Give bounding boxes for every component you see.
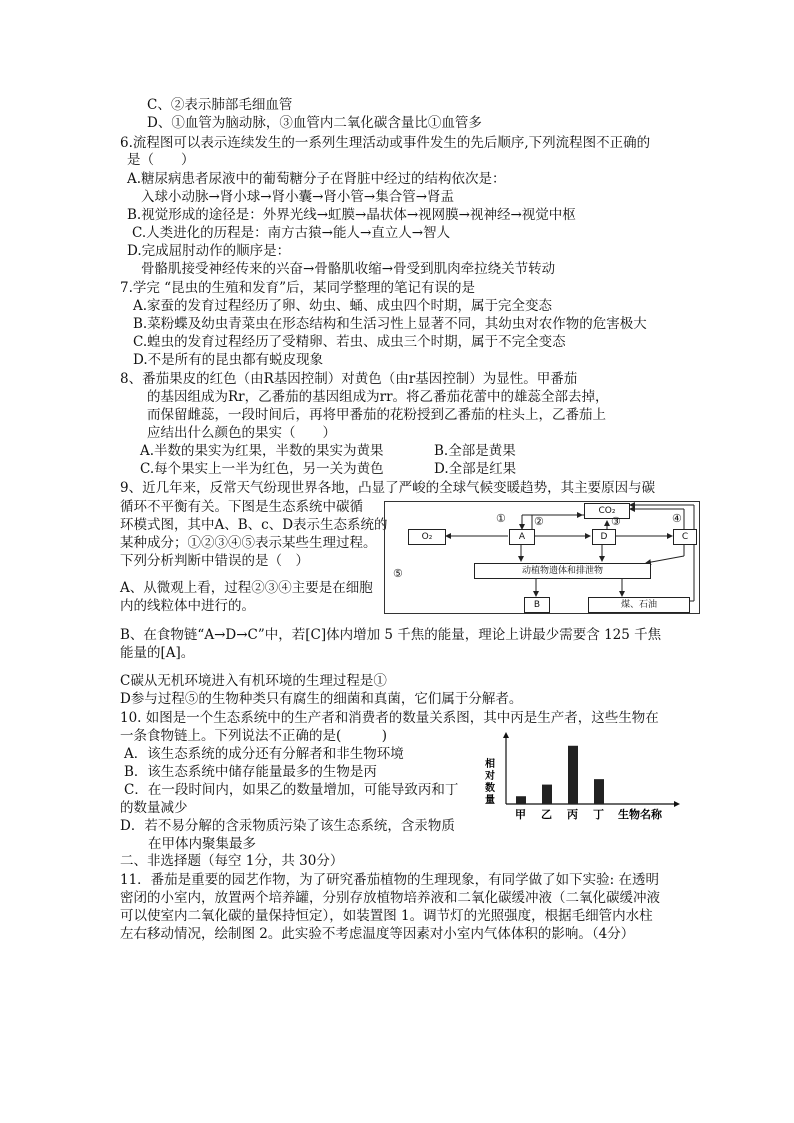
- o2-box: O₂: [408, 529, 446, 545]
- x-axis-arrow: [674, 801, 680, 807]
- question-9-option-d: D参与过程⑤的生物种类只有腐生的细菌和真菌，它们属于分解者。: [120, 691, 523, 707]
- question-8-stem-2: 的基因组成为Rr，乙番茄的基因组成为rr。将乙番茄花蕾中的雄蕊全部去掉，: [147, 389, 609, 405]
- question-6-stem: 6.流程图可以表示连续发生的一系列生理活动或事件发生的先后顺序,下列流程图不正确的: [120, 135, 651, 151]
- x-axis-label: 生物名称: [618, 808, 662, 821]
- option-d-line: D、①血管为脑动脉，③血管内二氧化碳含量比①血管多: [147, 115, 482, 131]
- question-6-stem-cont: 是（ ）: [127, 152, 195, 168]
- question-11-stem-2: 密闭的小室内，放置两个培养罐，分别存放植物培养液和二氧化碳缓冲液（二氧化碳缓冲液: [120, 890, 660, 906]
- co2-box: CO₂: [584, 503, 630, 519]
- question-9-option-b: B、在食物链“A→D→C”中，若[C]体内增加 5 千焦的能量，理论上讲最少需要含 125 千焦: [120, 627, 662, 643]
- bar-chart-svg: [478, 732, 684, 824]
- process-5-label: ⑤: [393, 567, 403, 580]
- question-11-stem-3: 可以使室内二氧化碳的量保持恒定），如装置图 1。调节灯的光照强度，根据毛细管内水柱: [120, 908, 653, 924]
- question-6-option-d-flow: 骨骼肌接受神经传来的兴奋→骨骼肌收缩→骨受到肌肉牵拉绕关节转动: [141, 261, 556, 277]
- question-10-option-b: B．该生态系统中储存能量最多的生物是丙: [124, 764, 377, 780]
- option-c-line: C、②表示肺部毛细血管: [147, 97, 293, 113]
- a-box: A: [509, 529, 535, 545]
- category-label-甲: 甲: [515, 808, 526, 821]
- question-10-option-c-cont: 的数量减少: [120, 800, 188, 816]
- question-8-stem: 8、番茄果皮的红色（由R基因控制）对黄色（由r基因控制）为显性。甲番茄: [120, 371, 578, 387]
- question-6-option-a: A.糖尿病患者尿液中的葡萄糖分子在肾脏中经过的结构依次是：: [127, 171, 506, 187]
- remains-box: 动植物遗体和排泄物: [474, 563, 651, 579]
- question-11-stem: 11．番茄是重要的园艺作物，为了研究番茄植物的生理现象，有同学做了如下实验: 在透明: [120, 872, 660, 888]
- question-10-option-d-cont: 在甲体内聚集最多: [148, 836, 256, 852]
- question-8-option-a: A.半数的果实为红果，半数的果实为黄果: [140, 443, 384, 459]
- question-9-option-a: A、从微观上看，过程②③④主要是在细胞: [120, 580, 373, 596]
- y-axis-arrow: [503, 732, 509, 738]
- question-8-stem-4: 应结出什么颜色的果实（ ）: [147, 425, 336, 441]
- question-6-option-d: D.完成屈肘动作的顺序是：: [127, 243, 291, 259]
- question-10-option-c: C．在一段时间内，如果乙的数量增加，可能导致丙和丁: [124, 782, 459, 798]
- d-box: D: [592, 529, 616, 545]
- question-8-option-d: D.全部是红果: [434, 461, 517, 477]
- question-6-option-a-flow: 入球小动脉→肾小球→肾小囊→肾小管→集合管→肾盂: [141, 189, 455, 205]
- category-label-丁: 丁: [593, 808, 604, 821]
- question-10-stem: 10. 如图是一个生态系统中的生产者和消费者的数量关系图，其中丙是生产者，这些生物在: [120, 710, 659, 726]
- bar-丙: [568, 746, 578, 804]
- question-7-option-d: D.不是所有的昆虫都有蜕皮现象: [133, 352, 324, 368]
- process-3-label: ③: [611, 515, 621, 528]
- question-9-option-c: C碳从无机环境进入有机环境的生理过程是①: [120, 673, 387, 689]
- process-2-label: ②: [534, 515, 544, 528]
- question-11-stem-4: 左右移动情况，绘制图 2。此实验不考虑温度等因素对小室内气体体积的影响。（4分）: [120, 926, 635, 942]
- carbon-cycle-diagram: [384, 501, 700, 614]
- question-6-option-c: C.人类进化的历程是：南方古猿→能人→直立人→智人: [132, 225, 451, 241]
- category-label-乙: 乙: [541, 808, 552, 821]
- question-8-option-b: B.全部是黄果: [434, 443, 516, 459]
- question-7-option-a: A.家蚕的发育过程经历了卵、幼虫、蛹、成虫四个时期，属于完全变态: [133, 298, 553, 314]
- fossil-box: 煤、石油: [588, 597, 690, 613]
- b-box: B: [524, 597, 550, 613]
- question-10-option-d: D．若不易分解的含汞物质污染了该生态系统，含汞物质: [120, 818, 455, 834]
- question-10-option-a: A．该生态系统的成分还有分解者和非生物环境: [124, 746, 404, 762]
- question-7-option-c: C.蝗虫的发育过程经历了受精卵、若虫、成虫三个时期，属于不完全变态: [133, 334, 566, 350]
- question-9-option-b-cont: 能量的[A]。: [120, 645, 195, 661]
- question-10-stem-2: 一条食物链上。下列说法不正确的是( ): [120, 728, 388, 744]
- question-7-stem: 7.学完 “昆虫的生殖和发育”后，某同学整理的笔记有误的是: [120, 280, 475, 296]
- question-8-stem-3: 而保留雌蕊，一段时间后，再将甲番茄的花粉授到乙番茄的柱头上，乙番茄上: [147, 407, 606, 423]
- question-9-stem: 9、近几年来，反常天气纷现世界各地，凸显了严峻的全球气候变暖趋势，其主要原因与碳: [120, 480, 656, 496]
- question-9-stem-4: 某种成分；①②③④⑤表示某些生理过程。: [120, 535, 377, 551]
- bar-丁: [594, 779, 604, 804]
- question-9-option-a-cont: 内的线粒体中进行的。: [120, 598, 255, 614]
- question-9-stem-5: 下列分析判断中错误的是（ ）: [120, 553, 309, 569]
- question-8-option-c: C.每个果实上一半为红色，另一关为黄色: [140, 461, 384, 477]
- question-7-option-b: B.菜粉蝶及幼虫青菜虫在形态结构和生活习性上显著不同，其幼虫对农作物的危害极大: [133, 316, 647, 332]
- c-box: C: [673, 529, 697, 545]
- y-axis-label: 相对数量: [482, 758, 494, 806]
- population-bar-chart: [478, 732, 684, 824]
- process-1-label: ①: [496, 512, 506, 525]
- question-9-stem-3: 环模式图，其中A、B、c、D表示生态系统的: [120, 517, 388, 533]
- question-9-stem-2: 循环不平衡有关。下图是生态系统中碳循: [120, 499, 363, 515]
- bar-乙: [542, 785, 552, 804]
- question-6-option-b: B.视觉形成的途径是：外界光线→虹膜→晶状体→视网膜→视神经→视觉中枢: [127, 207, 576, 223]
- process-4-label: ④: [672, 512, 682, 525]
- section-2-heading: 二、非选择题（每空 1分，共 30分）: [120, 853, 344, 869]
- category-label-丙: 丙: [567, 808, 578, 821]
- bar-甲: [516, 796, 526, 804]
